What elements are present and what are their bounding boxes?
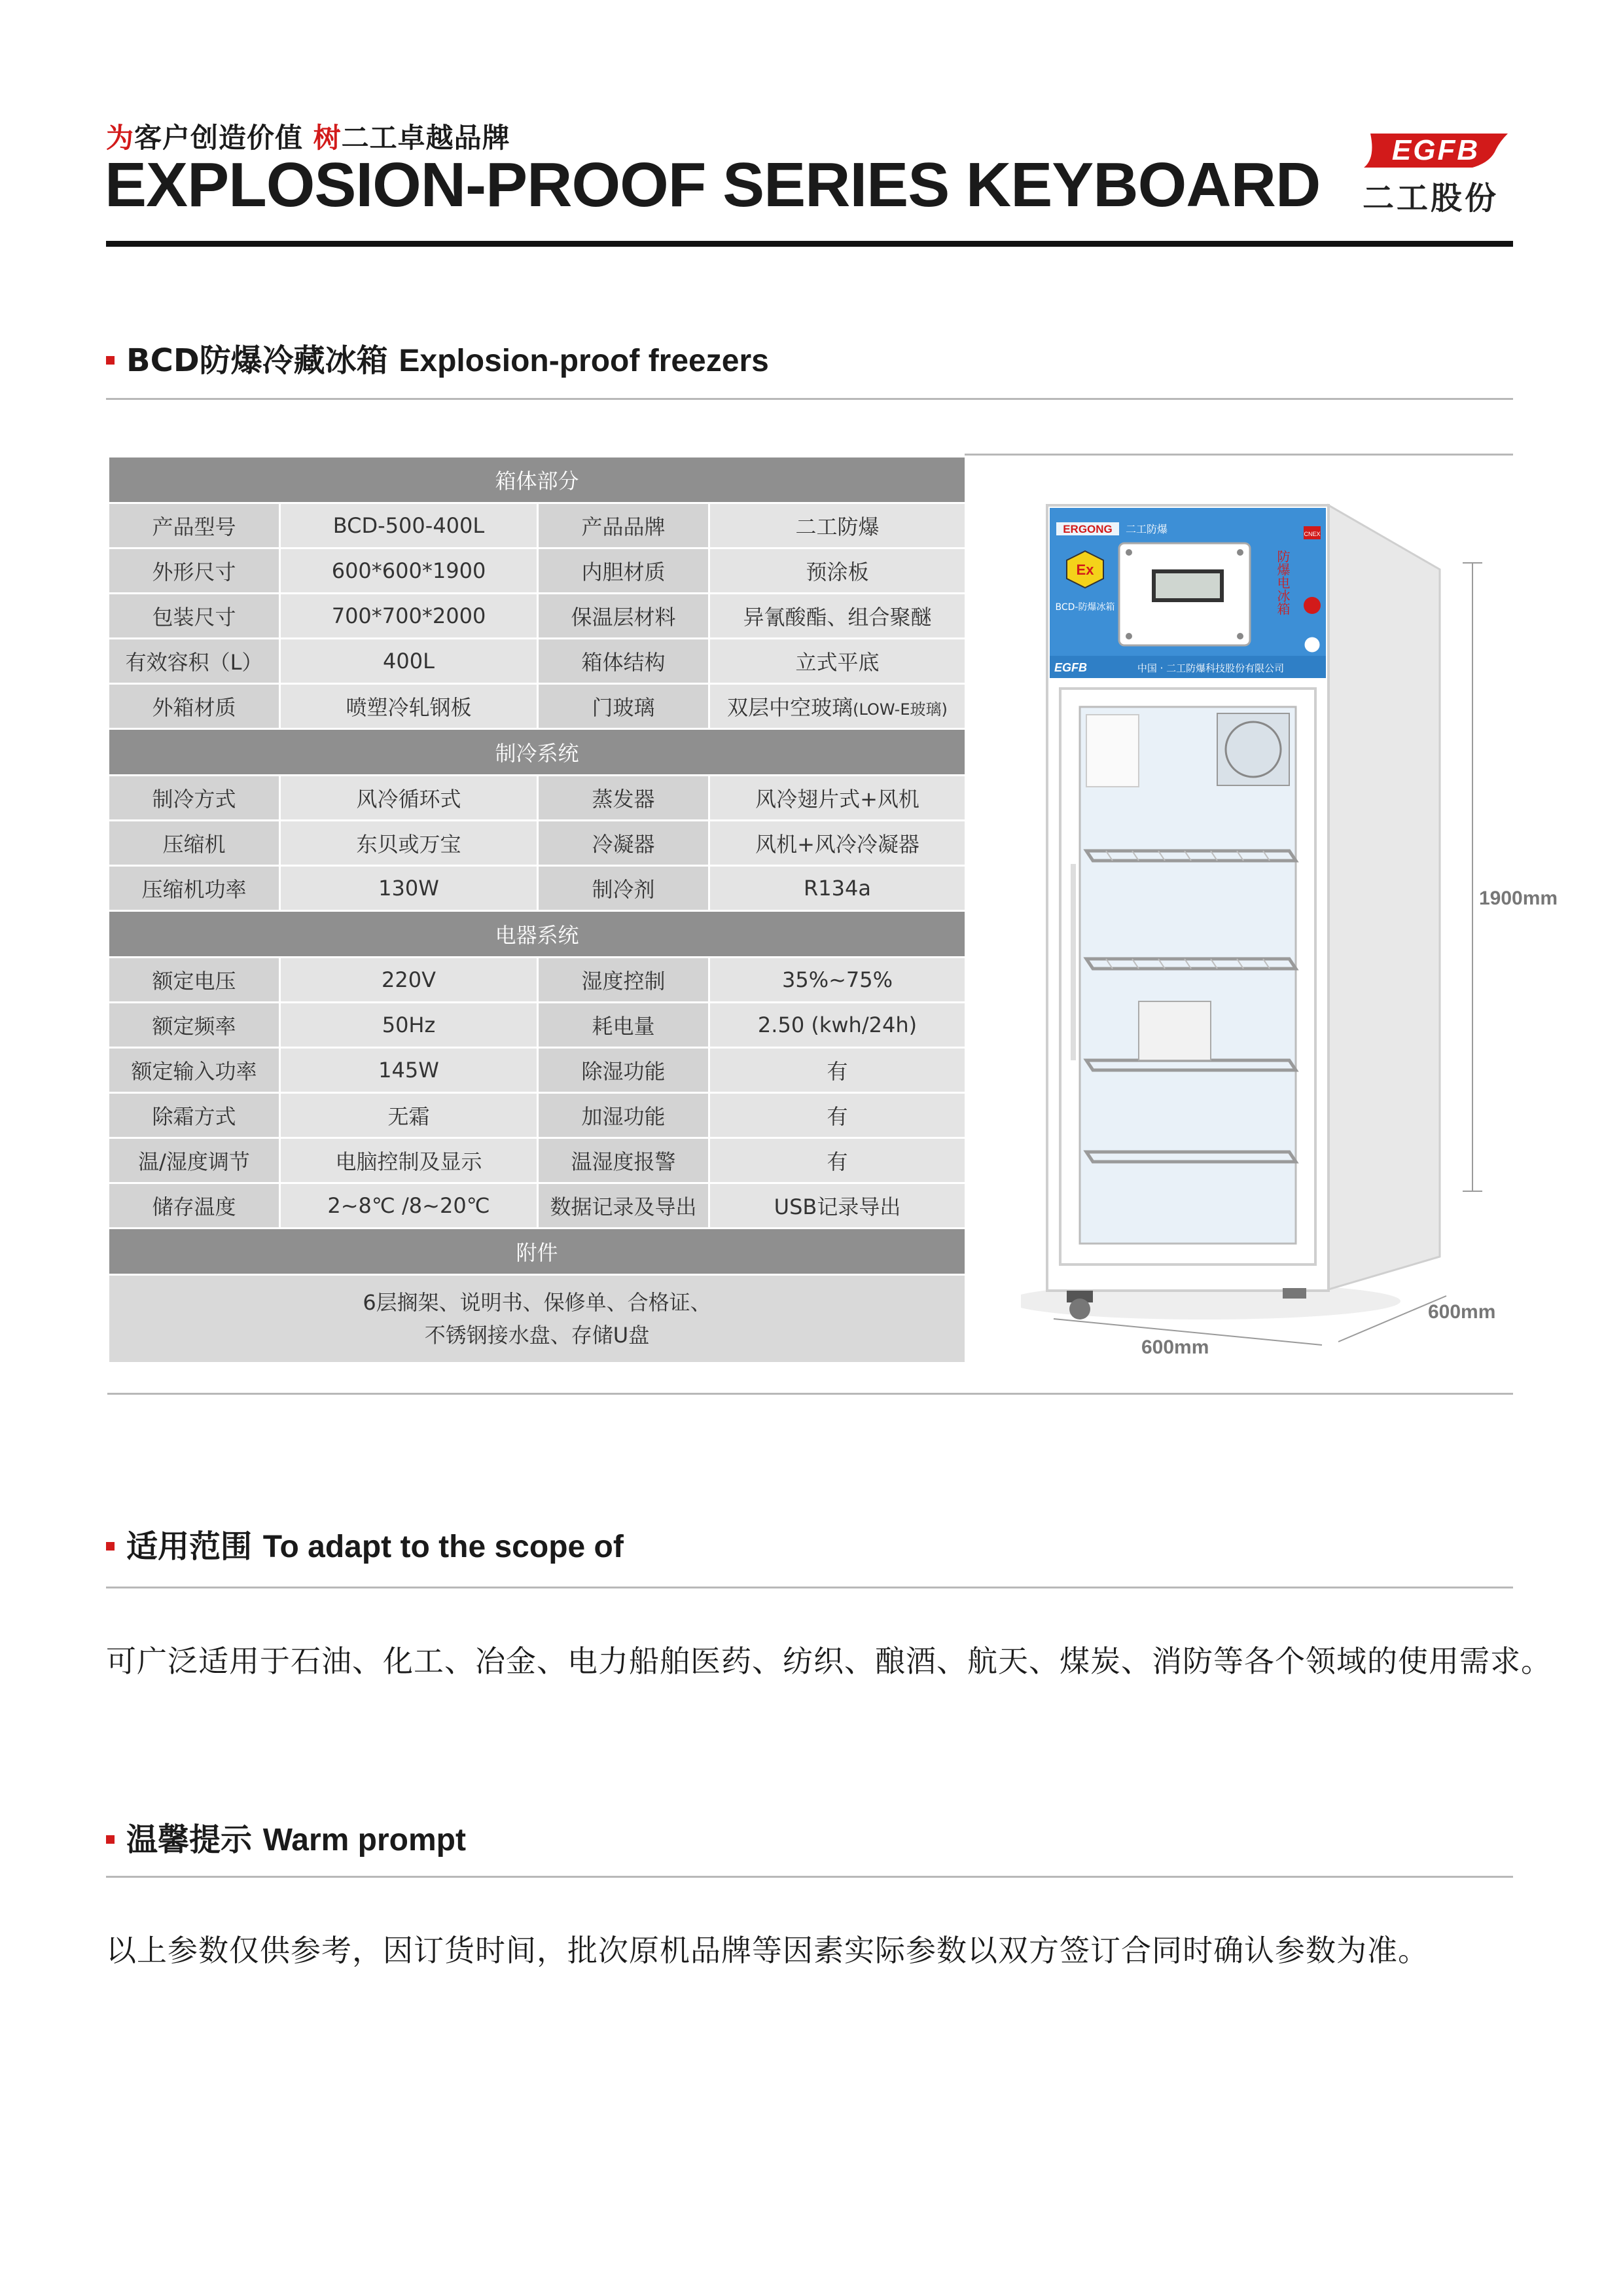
spec-group-header bbox=[109, 457, 966, 503]
table-row bbox=[109, 1093, 966, 1138]
slogan-text-2: 二工卓越品牌 bbox=[341, 122, 510, 154]
spec-value: 立式平底 bbox=[709, 639, 966, 684]
table-row bbox=[109, 684, 966, 729]
width-dimension-label: 600mm bbox=[1141, 1336, 1209, 1358]
spec-value: R134a bbox=[709, 866, 966, 911]
section-freezers-title-cn: BCD防爆冷藏冰箱 bbox=[126, 342, 388, 379]
spec-value: 2~8℃ /8~20℃ bbox=[280, 1183, 538, 1229]
group-title-refrigeration: 制冷系统 bbox=[109, 729, 966, 776]
model-tag-text: BCD-防爆冰箱 bbox=[1055, 602, 1115, 613]
spec-value: 700*700*2000 bbox=[280, 594, 538, 639]
accessories-row bbox=[109, 1275, 966, 1363]
accessories-cell bbox=[109, 1275, 966, 1363]
red-square-bullet bbox=[106, 1542, 115, 1551]
scope-text: 可广泛适用于石油、化工、冶金、电力船舶医药、纺织、酿酒、航天、煤炭、消防等各个领域的使用需求。 bbox=[106, 1643, 1552, 1679]
slogan-text-1: 客户创造价值 bbox=[134, 122, 304, 154]
ex-mark-text: Ex bbox=[1076, 562, 1094, 578]
table-row bbox=[109, 594, 966, 639]
spec-label: 加湿功能 bbox=[538, 1093, 709, 1138]
spec-value: 无霜 bbox=[280, 1093, 538, 1138]
red-square-bullet bbox=[106, 356, 115, 365]
table-row bbox=[109, 548, 966, 594]
spec-value: 220V bbox=[280, 958, 538, 1003]
depth-dimension-label: 600mm bbox=[1428, 1301, 1496, 1323]
logo-wordmark: 二工股份 bbox=[1363, 180, 1499, 217]
spec-label: 产品型号 bbox=[109, 503, 280, 548]
spec-value: 风机+风冷冷凝器 bbox=[709, 821, 966, 866]
red-square-bullet bbox=[106, 1835, 115, 1844]
spec-label: 压缩机 bbox=[109, 821, 280, 866]
spec-value: 400L bbox=[280, 639, 538, 684]
spec-label: 额定电压 bbox=[109, 958, 280, 1003]
spec-table bbox=[107, 456, 967, 1364]
spec-label: 压缩机功率 bbox=[109, 866, 280, 911]
spec-value-glass bbox=[709, 684, 966, 729]
spec-label: 有效容积（L） bbox=[109, 639, 280, 684]
spec-label: 除霜方式 bbox=[109, 1093, 280, 1138]
spec-value: 有 bbox=[709, 1138, 966, 1183]
section-prompt-title-cn: 温馨提示 bbox=[126, 1821, 253, 1858]
section-prompt-rule bbox=[106, 1876, 1513, 1878]
spec-label: 保温层材料 bbox=[538, 594, 709, 639]
table-row bbox=[109, 1183, 966, 1229]
image-panel-top-rule bbox=[965, 454, 1513, 456]
table-row bbox=[109, 958, 966, 1003]
egfb-logo-mark bbox=[1361, 130, 1512, 171]
spec-label: 外形尺寸 bbox=[109, 548, 280, 594]
spec-value: 有 bbox=[709, 1048, 966, 1093]
spec-label: 温湿度报警 bbox=[538, 1138, 709, 1183]
spec-value: 东贝或万宝 bbox=[280, 821, 538, 866]
spec-value: 二工防爆 bbox=[709, 503, 966, 548]
spec-group-header bbox=[109, 729, 966, 776]
spec-label: 除湿功能 bbox=[538, 1048, 709, 1093]
freezer-product-image bbox=[1021, 497, 1558, 1368]
spec-label: 制冷剂 bbox=[538, 866, 709, 911]
prompt-text: 以上参数仅供参考，因订货时间，批次原机品牌等因素实际参数以双方签订合同时确认参数为准。 bbox=[106, 1933, 1429, 1968]
section-scope-heading bbox=[106, 1521, 624, 1566]
panel-brand2-text: 二工防爆 bbox=[1125, 523, 1168, 535]
spec-label: 外箱材质 bbox=[109, 684, 280, 729]
spec-label: 产品品牌 bbox=[538, 503, 709, 548]
spec-value: USB记录导出 bbox=[709, 1183, 966, 1229]
spec-label: 耗电量 bbox=[538, 1003, 709, 1048]
slogan-accent-2: 树 bbox=[313, 122, 342, 154]
spec-value: 风冷翅片式+风机 bbox=[709, 776, 966, 821]
spec-label: 箱体结构 bbox=[538, 639, 709, 684]
height-dimension-label: 1900mm bbox=[1479, 888, 1558, 909]
section-freezers-heading bbox=[106, 335, 769, 380]
spec-value: 有 bbox=[709, 1093, 966, 1138]
spec-group-header bbox=[109, 911, 966, 958]
spec-label: 储存温度 bbox=[109, 1183, 280, 1229]
section-scope-title-en: To adapt to the scope of bbox=[262, 1530, 624, 1564]
table-row bbox=[109, 1138, 966, 1183]
slogan-accent-1: 为 bbox=[106, 122, 135, 154]
company-text: 中国 · 二工防爆科技股份有限公司 bbox=[1137, 662, 1285, 674]
spec-group-header bbox=[109, 1229, 966, 1275]
spec-value: 电脑控制及显示 bbox=[280, 1138, 538, 1183]
header-divider bbox=[106, 241, 1513, 247]
spec-label: 内胆材质 bbox=[538, 548, 709, 594]
spec-label: 制冷方式 bbox=[109, 776, 280, 821]
spec-value-text: 双层中空玻璃 bbox=[727, 695, 853, 720]
freezer-illustration bbox=[1021, 497, 1518, 1368]
spec-label: 额定频率 bbox=[109, 1003, 280, 1048]
side-text: 防爆电冰箱 bbox=[1275, 550, 1291, 615]
spec-block-bottom-rule bbox=[107, 1393, 1513, 1395]
group-title-accessories: 附件 bbox=[109, 1229, 966, 1275]
section-prompt-heading bbox=[106, 1814, 466, 1859]
table-row bbox=[109, 503, 966, 548]
glass-note: (LOW-E玻璃) bbox=[853, 700, 948, 719]
section-prompt-title-en: Warm prompt bbox=[262, 1823, 466, 1857]
spec-value: 异氰酸酯、组合聚醚 bbox=[709, 594, 966, 639]
spec-value: 50Hz bbox=[280, 1003, 538, 1048]
spec-value: 喷塑冷轧钢板 bbox=[280, 684, 538, 729]
spec-label: 门玻璃 bbox=[538, 684, 709, 729]
accessories-line-2: 不锈钢接水盘、存储U盘 bbox=[424, 1323, 650, 1348]
spec-value: 145W bbox=[280, 1048, 538, 1093]
panel-logo-text: EGFB bbox=[1054, 661, 1088, 674]
spec-value: 2.50 (kwh/24h) bbox=[709, 1003, 966, 1048]
section-scope-rule bbox=[106, 1587, 1513, 1588]
section-freezers-rule bbox=[106, 398, 1513, 400]
spec-label: 包装尺寸 bbox=[109, 594, 280, 639]
spec-value: 风冷循环式 bbox=[280, 776, 538, 821]
logo-mark-text: EGFB bbox=[1391, 134, 1480, 166]
spec-label: 蒸发器 bbox=[538, 776, 709, 821]
table-row bbox=[109, 866, 966, 911]
spec-value: 600*600*1900 bbox=[280, 548, 538, 594]
spec-value: 35%~75% bbox=[709, 958, 966, 1003]
spec-value: 130W bbox=[280, 866, 538, 911]
spec-label: 湿度控制 bbox=[538, 958, 709, 1003]
spec-label: 冷凝器 bbox=[538, 821, 709, 866]
section-scope-title-cn: 适用范围 bbox=[126, 1528, 253, 1565]
section-freezers-title-en: Explosion-proof freezers bbox=[399, 344, 769, 378]
spec-label: 数据记录及导出 bbox=[538, 1183, 709, 1229]
table-row bbox=[109, 776, 966, 821]
table-row bbox=[109, 1003, 966, 1048]
company-logo bbox=[1348, 130, 1512, 215]
table-row bbox=[109, 821, 966, 866]
spec-value: 预涂板 bbox=[709, 548, 966, 594]
group-title-cabinet: 箱体部分 bbox=[109, 457, 966, 503]
spec-value: BCD-500-400L bbox=[280, 503, 538, 548]
table-row bbox=[109, 639, 966, 684]
spec-label: 温/湿度调节 bbox=[109, 1138, 280, 1183]
document-title: EXPLOSION-PROOF SERIES KEYBOARD bbox=[105, 150, 1321, 220]
table-row bbox=[109, 1048, 966, 1093]
spec-label: 额定输入功率 bbox=[109, 1048, 280, 1093]
side-badge-text: CNEX bbox=[1304, 531, 1321, 537]
group-title-electrical: 电器系统 bbox=[109, 911, 966, 958]
accessories-line-1: 6层搁架、说明书、保修单、合格证、 bbox=[363, 1290, 711, 1315]
panel-brand-text: ERGONG bbox=[1063, 523, 1113, 535]
